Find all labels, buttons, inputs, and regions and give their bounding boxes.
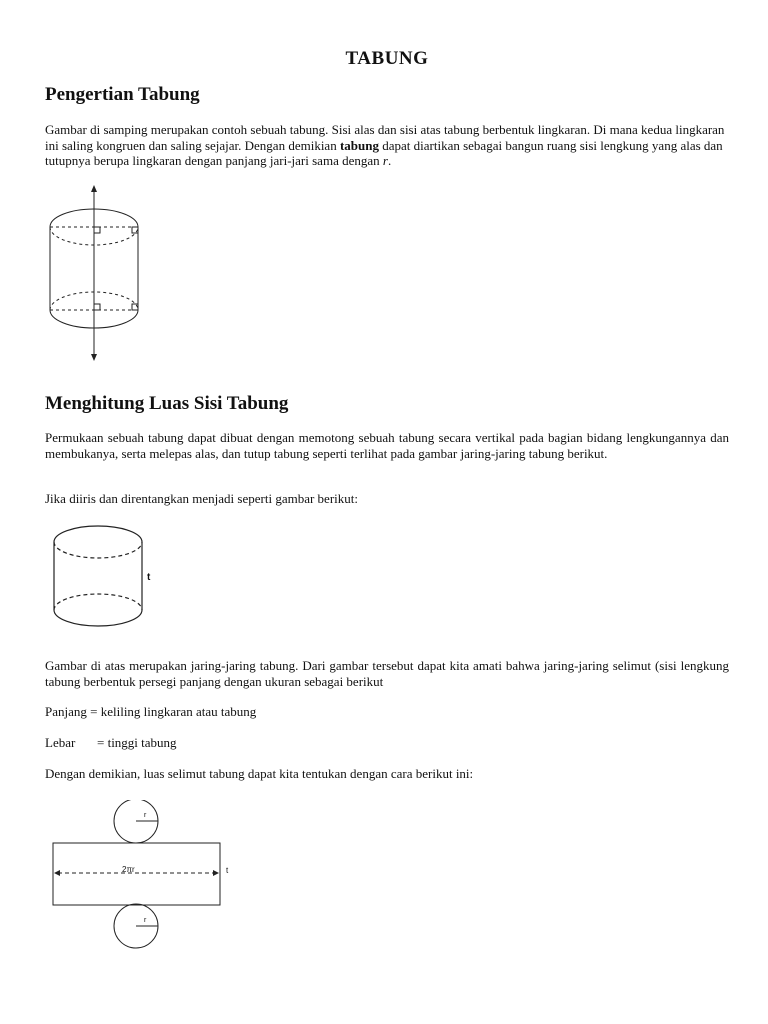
paragraph-diiris: Jika diiris dan direntangkan menjadi seperti gambar berikut: <box>45 491 358 506</box>
paragraph-luas-selimut: Dengan demikian, luas selimut tabung dapat kita tentukan dengan cara berikut ini: <box>45 766 474 781</box>
paragraph-pengertian <box>45 122 729 169</box>
paragraph-end: . <box>387 153 392 168</box>
radius-label-bottom: r <box>144 917 147 924</box>
lebar-value: = tinggi tabung <box>97 735 177 750</box>
cylinder-axis-figure <box>45 182 155 364</box>
cylinder-net-figure <box>50 800 250 950</box>
height-label: t <box>147 572 151 583</box>
lebar-label: Lebar <box>45 735 76 750</box>
panjang-line: Panjang = keliling lingkaran atau tabung <box>45 704 257 719</box>
heading-pengertian: Pengertian Tabung <box>45 84 200 105</box>
heading-luas-sisi: Menghitung Luas Sisi Tabung <box>45 393 289 414</box>
paragraph-permukaan: Permukaan sebuah tabung dapat dibuat dengan memotong sebuah tabung secara vertikal pada bagian bidang lengkungannya dan membukanya, serta melepas alas, dan tutup tabung seperti terlihat pada gambar jaring-jaring tabung berikut. <box>45 430 729 461</box>
italic-r: r <box>382 153 388 168</box>
document-title: TABUNG <box>345 48 429 69</box>
height-label-net: t <box>226 866 229 875</box>
lebar-line <box>45 735 729 751</box>
circumference-label: 2πr <box>122 865 135 874</box>
cylinder-figure <box>50 518 170 636</box>
bold-term: tabung <box>339 137 379 153</box>
paragraph-text: dapat diartikan sebagai bangun ruang sisi lengkung yang alas dan tutupnya berupa lingkaran dengan panjang jari-jari sama dengan <box>45 137 723 168</box>
paragraph-jaring: Gambar di atas merupakan jaring-jaring tabung. Dari gambar tersebut dapat kita amati bahwa jaring-jaring selimut (sisi lengkung tabung berbentuk persegi panjang dengan ukuran sebagai berikut <box>45 658 729 689</box>
paragraph-text: Gambar di samping merupakan contoh sebuah tabung. Sisi alas dan sisi atas tabung berbentuk lingkaran. Di mana kedua lingkaran ini saling kongruen dan saling sejajar. Dengan demikian <box>45 122 725 153</box>
radius-label-top: r <box>144 812 147 819</box>
